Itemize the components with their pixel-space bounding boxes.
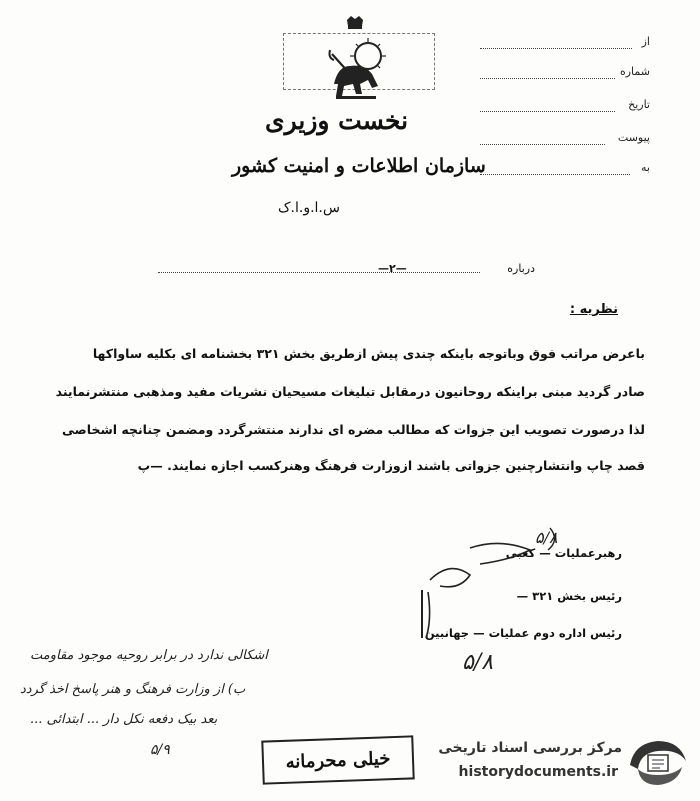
- body-line: قصد چاپ وانتشارچنین جزواتی باشند ازوزارت فرهنگ وهنرکسب اجازه نمایند. —پ: [137, 458, 645, 473]
- lion-and-sun-emblem-icon: [320, 14, 390, 104]
- org-line-savak: سازمان اطلاعات و امنیت کشور: [232, 155, 486, 177]
- org-code: س.ا.و.ا.ک: [278, 200, 340, 216]
- body-line: لذا درصورت تصویب این جزوات که مطالب مضره ای ندارند منتشرگردد ومضمن چنانچه اشخاصی: [62, 422, 645, 437]
- classification-stamp: خیلی محرمانه: [261, 735, 414, 784]
- field-from-label: از: [641, 35, 650, 48]
- field-date-label: تاریخ: [628, 98, 650, 111]
- subject-label: درباره: [507, 262, 535, 275]
- handwritten-date: ۵/۹: [150, 742, 170, 758]
- margin-date-note: ۵/۸: [462, 650, 494, 675]
- field-to-line: [480, 174, 630, 175]
- body-line: صادر گردید مبنی براینکه روحانیون درمقابل تبلیغات مسیحیان نشریات مفید ومذهبی منتشرنمایند: [55, 384, 645, 399]
- heading-opinion: نظریه :: [569, 302, 618, 317]
- field-attachment-label: پیوست: [617, 131, 650, 144]
- signature-department-head: رئیس اداره دوم عملیات — جهانبین: [424, 626, 622, 640]
- handwritten-line: اشکالی ندارد در برابر روحیه موجود مقاومت: [30, 648, 268, 663]
- field-from-line: [480, 48, 632, 49]
- archive-watermark-title: مرکز بررسی اسناد تاریخی: [438, 740, 622, 756]
- field-to-label: به: [641, 161, 650, 174]
- signature-operations-head: رهبرعملیات — کعبی: [505, 546, 622, 560]
- signature-section-head: رئیس بخش ۳۲۱ —: [516, 589, 622, 603]
- field-attachment-line: [480, 144, 605, 145]
- handwritten-line: بعد بیک دفعه نکل دار ... ابتدائی ...: [30, 712, 218, 727]
- top-date-note: ۵/۸: [535, 528, 558, 547]
- archive-logo-icon: [626, 735, 690, 789]
- subject-mark: —۲—: [378, 262, 407, 275]
- body-line: باعرض مراتب فوق وباتوجه باینکه چندی پیش ازطریق بخش ۳۲۱ بخشنامه ای بکلیه ساواکها: [92, 346, 645, 361]
- archive-watermark-url: historydocuments.ir: [458, 764, 618, 780]
- field-date-line: [480, 111, 615, 112]
- field-number-line: [480, 78, 615, 79]
- org-line-primeministry: نخست وزیری: [265, 106, 409, 135]
- field-number-label: شماره: [619, 65, 650, 78]
- handwritten-line: ب) از وزارت فرهنگ و هنر پاسخ اخذ گردد: [20, 682, 246, 697]
- subject-line: [158, 272, 480, 273]
